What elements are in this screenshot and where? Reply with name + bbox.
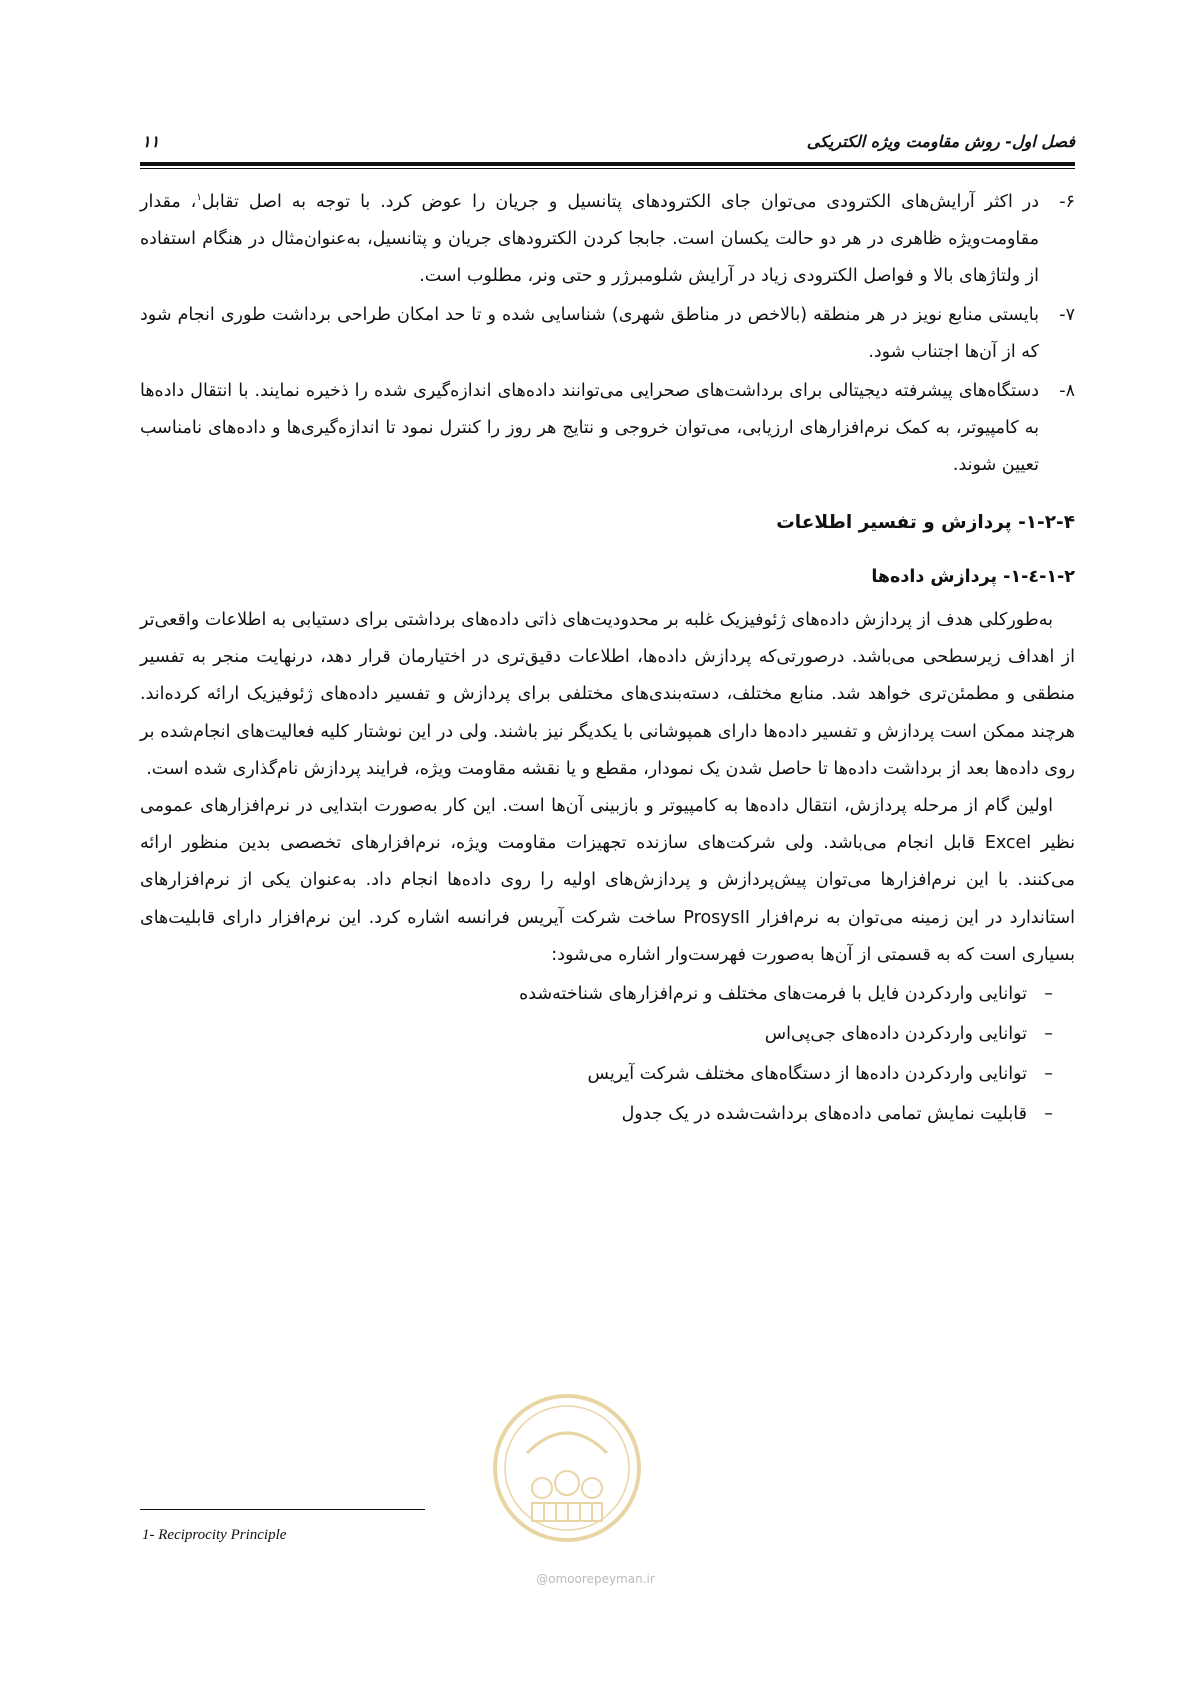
page-header [140,128,1075,162]
footnote: 1- Reciprocity Principle [142,1527,287,1543]
footnote-mark[interactable]: ۱ [196,192,202,204]
list-item-text: در اکثر آرایش‌های الکترودی می‌توان جای الکترودهای پتانسیل و جریان را عوض کرد. با توجه به اصل تقابل$^۱$، مقدار مقاومت‌ویژه ظاهری در هر دو حالت یکسان است. جابجا کردن الکترودهای جریان و پتانسیل، به‌عنوان‌مثال در هنگام استفاده از ولتاژهای بالا و فواصل الکترودی زیاد در آرایش شلومبرژر و حتی ونر، مطلوب است. [140,192,1040,286]
page-number: ۱۱ [142,132,160,151]
bullet-dash: – [1044,1024,1053,1045]
watermark-url: @omoorepeyman.ir [536,1572,655,1586]
feature-item: –توانایی واردکردن داده‌های جی‌پی‌اس [140,1014,1053,1054]
bullet-dash: – [1044,1104,1053,1125]
bullet-dash: – [1044,984,1053,1005]
footnote-rule [140,1509,425,1510]
section-heading: ۱-۲-۴- پردازش و تفسیر اطلاعات [776,512,1075,533]
list-item-number: ۶- [1059,192,1075,212]
list-item-text: دستگاه‌های پیشرفته دیجیتالی برای برداشت‌های صحرایی می‌توانند داده‌های اندازه‌گیری شده را ذخیره نمایند. با انتقال داده‌ها به کامپیوتر، به کمک نرم‌افزارهای ارزیابی، می‌توان خروجی و نتایج هر روز را کنترل نمود تا اندازه‌گیری‌ها و داده‌های نامناسب تعیین شوند. [140,381,1039,475]
subsection-heading: ۱-۲-٤-۱- پردازش داده‌ها [871,567,1075,587]
paragraph-2: اولین گام از مرحله پردازش، انتقال داده‌ها به کامپیوتر و بازبینی آن‌ها است. این کار به‌صورت ابتدایی در نرم‌افزارهای عمومی نظیر Excel قابل انجام می‌باشد. ولی شرکت‌های سازنده تجهیزات مقاومت ویژه، نرم‌افزارهای تخصصی بدین منظور ارائه می‌کنند. با این نرم‌افزارها می‌توان پیش‌پردازش و پردازش‌های اولیه را روی داده‌ها انجام داد. به‌عنوان یکی از نرم‌افزارهای استاندارد در این زمینه می‌توان به نرم‌افزار ProsysII ساخت شرکت آیریس فرانسه اشاره کرد. این نرم‌افزار دارای قابلیت‌های بسیاری است که به قسمتی از آن‌ها به‌صورت فهرست‌وار اشاره می‌شود: [140,796,1076,965]
feature-list [140,974,1075,1134]
feature-item: –قابلیت نمایش تمامی داده‌های برداشت‌شده در یک جدول [140,1094,1053,1134]
list-item-7 [140,297,1075,371]
chapter-title: فصل اول- روش مقاومت ویژه الکتریکی [806,132,1075,151]
list-item-number: ۸- [1059,381,1075,401]
bullet-dash: – [1044,1064,1053,1085]
header-rule-thick [140,162,1075,166]
list-item-number: ۷- [1059,305,1075,325]
watermark-logo [492,1393,642,1543]
list-item-8 [140,373,1075,484]
header-rule-thin [140,168,1075,169]
paragraph-1: به‌طورکلی هدف از پردازش داده‌های ژئوفیزیک غلبه بر محدودیت‌های ذاتی داده‌های برداشتی برای دستیابی به اطلاعات واقعی‌تر از اهداف زیرسطحی می‌باشد. درصورتی‌که پردازش داده‌ها، اطلاعات دقیق‌تری در اختیارمان قرار دهد، درنهایت منجر به تفسیر منطقی و مطمئن‌تری خواهد شد. منابع مختلف، دسته‌بندی‌های مختلفی برای پردازش و تفسیر داده‌های ژئوفیزیک ارائه کرده‌اند. هرچند ممکن است پردازش و تفسیر داده‌ها دارای همپوشانی با یکدیگر نیز باشند. ولی در این نوشتار کلیه فعالیت‌های انجام‌شده بر روی داده‌ها بعد از برداشت داده‌ها تا حاصل شدن یک نمودار، مقطع و یا نقشه مقاومت ویژه، فرایند پردازش نام‌گذاری شده است. [140,610,1075,779]
feature-item: –توانایی واردکردن فایل با فرمت‌های مختلف و نرم‌افزارهای شناخته‌شده [140,974,1053,1014]
seal-icon [492,1393,642,1543]
feature-item: –توانایی واردکردن داده‌ها از دستگاه‌های مختلف شرکت آیریس [140,1054,1053,1094]
list-item-6 [140,184,1075,295]
list-item-text: بایستی منابع نویز در هر منطقه (بالاخص در مناطق شهری) شناسایی شده و تا حد امکان طراحی برداشت طوری انجام شود که از آن‌ها اجتناب شود. [140,305,1039,362]
page-body [140,184,1075,1134]
